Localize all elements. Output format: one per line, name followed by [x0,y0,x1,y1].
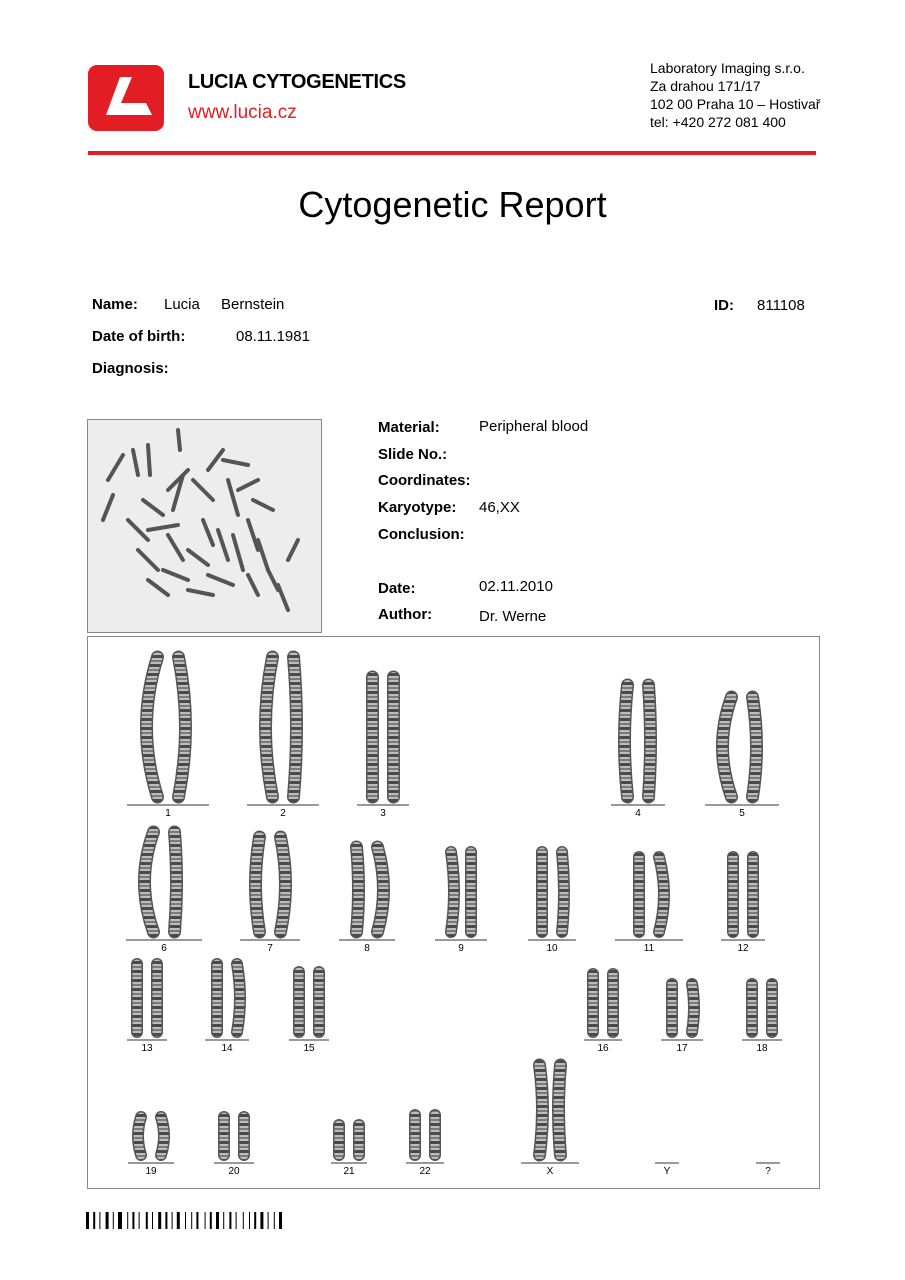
barcode-bar [254,1212,256,1229]
chromosome-label: 9 [458,943,464,954]
chromosome-pair-9 [435,852,487,954]
barcode-bar [210,1212,212,1229]
chromosome-pair-14 [205,964,249,1054]
metaphase-chromosome [188,550,208,565]
chromosome-bands [659,857,664,932]
metaphase-chromosome [143,500,163,515]
barcode-bar [196,1212,198,1229]
chromosome-bands [294,657,297,797]
chromosome-bands [145,832,154,932]
chromosome-label: X [546,1166,554,1177]
brand-name: LUCIA CYTOGENETICS [188,71,406,93]
chromosome-label: 11 [643,943,655,954]
chromosome-pair-6 [126,832,202,954]
metaphase-chromosome [168,535,183,560]
metaphase-chromosome [223,460,248,465]
metaphase-chromosome [108,455,123,480]
karyogram-panel [87,636,820,1189]
id-value: 811108 [757,297,805,314]
metaphase-chromosome [268,570,278,590]
chromosome-pair-18 [742,984,782,1054]
metaphase-chromosome [218,530,228,560]
lab-address [650,59,820,131]
chromosome-pair-3 [357,677,409,819]
metaphase-chromosome [203,520,213,545]
barcode-bar [165,1212,167,1229]
brand-url[interactable]: www.lucia.cz [188,102,297,123]
barcode-bar [152,1212,153,1229]
chromosome-label: 5 [739,808,745,819]
chromosome-label: 21 [343,1166,355,1177]
metaphase-chromosome [103,495,113,520]
barcode-bar [106,1212,109,1229]
barcode-bar [236,1212,237,1229]
chromosome-pair-x [521,1065,579,1177]
metaphase-chromosome [163,570,188,580]
barcode-bar [274,1212,275,1229]
barcode-bar [268,1212,269,1229]
chromosome-bands [138,1117,141,1155]
metaphase-image [87,419,322,633]
metaphase-chromosome [208,450,223,470]
barcode-bar [223,1212,224,1229]
chromosome-bands [161,1117,164,1155]
chromosome-label: 17 [676,1043,688,1054]
barcode-bar [139,1212,140,1229]
dob-value: 08.11.1981 [236,328,310,345]
barcode-bar [132,1212,134,1229]
barcode-icon [86,1212,376,1229]
logo-mark-icon [88,65,164,131]
address-line: Laboratory Imaging s.r.o. [650,60,805,76]
metaphase-chromosome [148,580,168,595]
karyogram [88,637,819,1188]
chromosome-bands [753,697,757,797]
chromosome-pair-12 [721,857,765,954]
coordinates-label: Coordinates: [378,472,471,489]
id-label: ID: [714,297,734,314]
karyotype-value: 46,XX [479,499,520,516]
chromosome-pair-13 [127,964,167,1054]
chromosome-bands [692,984,694,1032]
chromosome-label: 13 [141,1043,153,1054]
slide-label: Slide No.: [378,446,448,463]
chromosome-label: 6 [161,943,167,954]
metaphase-chromosome [278,585,288,610]
chromosome-pair-10 [528,852,576,954]
barcode-bar [243,1212,244,1229]
metaphase-chromosome [128,520,148,540]
address-line: 102 00 Praha 10 – Hostivař [650,96,821,112]
author-label: Author: [378,606,433,623]
barcode-bar [185,1212,186,1229]
chromosome-label: 10 [546,943,558,954]
address-line: tel: +420 272 081 400 [650,114,786,130]
chromosome-bands [175,832,177,932]
material-label: Material: [378,419,440,436]
metaphase-chromosome [208,575,233,585]
barcode-bar [260,1212,263,1229]
chromosome-pair-7 [240,837,300,954]
metaphase-chromosome [178,430,180,450]
barcode-bar [229,1212,231,1229]
chromosome-pair-y [655,1163,679,1177]
chromosome-bands [562,852,564,932]
barcode-bar [172,1212,173,1229]
author-value: Dr. Werne [479,608,547,625]
barcode-bar [93,1212,95,1229]
chromosome-pair-16 [584,974,622,1054]
diagnosis-label: Diagnosis: [92,360,169,377]
chromosome-label: 8 [364,943,370,954]
barcode-bar [249,1212,250,1229]
chromosome-pair-17 [661,984,703,1054]
chromosome-bands [256,837,260,932]
karyotype-label: Karyotype: [378,499,457,516]
chromosome-pair-19 [128,1117,174,1177]
chromosome-label: 12 [737,943,749,954]
chromosome-label: 2 [280,808,286,819]
chromosome-pair-4 [611,685,665,819]
metaphase-chromosome [148,445,150,475]
barcode-bar [216,1212,219,1229]
metaphase-chromosome [233,535,243,570]
barcode-bar [146,1212,148,1229]
metaphase-chromosome [188,590,213,595]
barcode-bar [191,1212,192,1229]
chromosome-label: 16 [597,1043,609,1054]
address-line: Za drahou 171/17 [650,78,761,94]
chromosome-label: 22 [419,1166,431,1177]
chromosome-label: 14 [221,1043,233,1054]
chromosome-label: 3 [380,808,386,819]
chromosome-pair-15 [289,972,329,1054]
metaphase-chromosome [228,480,238,515]
metaphase-chromosome [238,480,258,490]
metaphase-chromosome [133,450,138,475]
material-value: Peripheral blood [479,418,589,435]
chromosome-label: 15 [303,1043,315,1054]
chromosome-pair-22 [406,1115,444,1177]
chromosome-pair-8 [339,847,395,954]
chromosome-bands [625,685,628,797]
barcode-bar [279,1212,282,1229]
header-divider [88,151,816,155]
conclusion-label: Conclusion: [378,526,465,543]
chromosome-pair-2 [247,657,319,819]
chromosome-label: Y [663,1166,671,1177]
chromosome-bands [559,1065,561,1155]
metaphase-chromosome [193,480,213,500]
last-name: Bernstein [221,296,285,313]
barcode-bar [113,1212,114,1229]
metaphase-chromosome [248,575,258,595]
chromosome-bands [723,697,732,797]
name-label: Name: [92,296,138,313]
chromosome-bands [281,837,286,932]
metaphase-chromosome [148,525,178,530]
chromosome-label: 18 [756,1043,768,1054]
chromosome-label: 19 [145,1166,157,1177]
barcode-bar [86,1212,89,1229]
barcode-bar [99,1212,100,1229]
chromosome-pair-20 [214,1117,254,1177]
lucia-logo [88,65,164,131]
chromosome-label: 7 [267,943,273,954]
barcode [86,1212,376,1229]
chromosome-label: 1 [165,808,171,819]
barcode-bar [205,1212,206,1229]
chromosome-bands [540,1065,543,1155]
chromosome-pair-1 [127,657,209,819]
barcode-bar [118,1212,122,1229]
metaphase-chromosome [288,540,298,560]
date-label: Date: [378,580,416,597]
chromosome-label: ? [765,1166,771,1177]
report-title: Cytogenetic Report [298,184,607,225]
first-name: Lucia [164,296,200,313]
date-value: 02.11.2010 [479,578,553,595]
chromosome-bands [649,685,651,797]
dob-label: Date of birth: [92,328,186,345]
chromosome-label: 20 [228,1166,240,1177]
chromosome-pair-21 [331,1125,367,1177]
chromosome-pair-11 [615,857,683,954]
metaphase-chromosome [138,550,158,570]
metaphase-chromosome [253,500,273,510]
metaphase-chromosome [258,540,268,570]
metaphase-chromosome [248,520,258,550]
barcode-bar [127,1212,128,1229]
chromosome-bands [357,847,359,932]
chromosome-bands [451,852,454,932]
barcode-bar [177,1212,180,1229]
chromosome-label: 4 [635,808,641,819]
chromosome-pair-unknown [756,1163,780,1177]
barcode-bar [158,1212,161,1229]
chromosome-bands [237,964,240,1032]
metaphase-spread-icon [88,420,321,632]
chromosome-pair-5 [705,697,779,819]
